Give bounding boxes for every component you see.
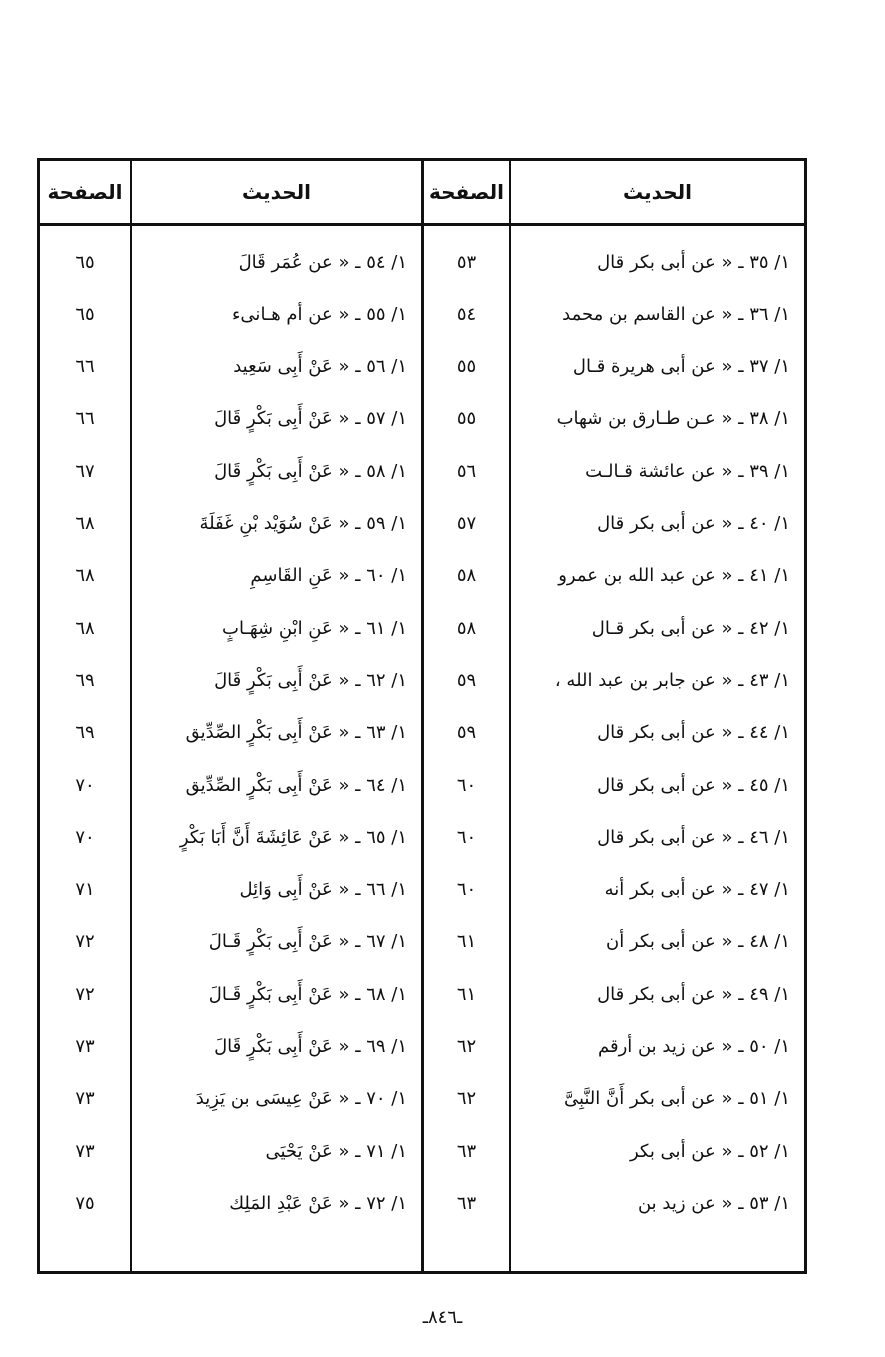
page-cell: ٦٦: [75, 408, 95, 430]
hadith-cell: ١/ ٥٢ ـ « عن أبى بكر: [629, 1140, 790, 1162]
hadith-cell: ١/ ٥٩ ـ « عَنْ سُوَيْد بْنِ غَفَلَةَ: [199, 513, 407, 534]
page-cell: ٧٢: [75, 983, 95, 1005]
hadith-cell: ١/ ٣٦ ـ « عن القاسم بن محمد: [562, 303, 790, 325]
index-table: [37, 158, 807, 1274]
page-cell: ٦٣: [456, 1140, 477, 1162]
page-cell: ٥٩: [456, 669, 477, 691]
hadith-cell: ١/ ٥٨ ـ « عَنْ أَبِى بَكْرٍ قَالَ: [214, 460, 407, 482]
page-cell: ٧١: [75, 879, 95, 901]
page-cell: ٦٨: [75, 513, 95, 534]
hadith-cell: ١/ ٦٦ ـ « عَنْ أَبِى وَائِل: [239, 879, 407, 901]
page-cell: ٥٨: [456, 617, 477, 639]
table-row: [40, 288, 804, 340]
page-cell: ٦٥: [75, 251, 95, 273]
page-cell: ٧٣: [75, 1036, 95, 1057]
page-cell: ٥٩: [456, 722, 477, 744]
hadith-cell: ١/ ٤٥ ـ « عن أبى بكر قال: [597, 774, 790, 796]
table-row: [40, 393, 804, 445]
hadith-cell: ١/ ٤٩ ـ « عن أبى بكر قال: [597, 983, 790, 1005]
table-row: [40, 1073, 804, 1125]
hadith-cell: ١/ ٤٦ ـ « عن أبى بكر قال: [597, 826, 790, 848]
header-hadith-right: الحديث: [622, 180, 692, 204]
hadith-cell: ١/ ٤٠ ـ « عن أبى بكر قال: [597, 513, 790, 534]
table-row: [40, 1177, 804, 1229]
page-cell: ٦٦: [75, 356, 95, 378]
table-row: [40, 1021, 804, 1073]
table-row: [40, 759, 804, 811]
page-cell: ٥٥: [456, 356, 477, 378]
table-row: [40, 341, 804, 393]
page-cell: ٦٠: [456, 879, 477, 901]
page-cell: ٧٢: [75, 931, 95, 953]
hadith-cell: ١/ ٤٧ ـ « عن أبى بكر أنه: [604, 879, 790, 901]
page-cell: ٦٢: [456, 1036, 477, 1057]
hadith-cell: ١/ ٥٣ ـ « عن زيد بن: [637, 1192, 790, 1214]
page-cell: ٥٥: [456, 408, 477, 430]
hadith-cell: ١/ ٤٣ ـ « عن جابر بن عبد الله ،: [554, 669, 790, 691]
page-cell: ٥٧: [456, 513, 477, 534]
hadith-cell: ١/ ٦٧ ـ « عَنْ أَبِى بَكْرٍ قَـالَ: [208, 931, 407, 953]
hadith-cell: ١/ ٦٩ ـ « عَنْ أَبِى بَكْرٍ قَالَ: [214, 1036, 407, 1057]
page-cell: ٦٠: [456, 826, 477, 848]
page-cell: ٧٥: [75, 1192, 95, 1214]
hadith-cell: ١/ ٧٠ ـ « عَنْ عِيسَى بن يَزِيدَ: [195, 1088, 407, 1110]
page-cell: ٦٢: [456, 1088, 477, 1110]
page-cell: ٦٣: [456, 1192, 477, 1214]
table-row: [40, 236, 804, 288]
page-cell: ٦٨: [75, 565, 95, 587]
hadith-cell: ١/ ٧١ ـ « عَنْ يَحْيَى: [265, 1140, 407, 1162]
hadith-cell: ١/ ٦١ ـ « عَنِ ابْنِ شِهَـابٍ: [222, 617, 407, 639]
table-row: [40, 1125, 804, 1177]
page-cell: ٥٦: [456, 460, 477, 482]
page-cell: ٦٥: [75, 303, 95, 325]
hadith-cell: ١/ ٣٨ ـ « عـن طـارق بن شهاب: [556, 408, 790, 430]
header-page-left: الصفحة: [47, 180, 123, 204]
hadith-cell: ١/ ٤٤ ـ « عن أبى بكر قال: [597, 722, 790, 744]
hadith-cell: ١/ ٥١ ـ « عن أبى بكر أَنَّ النَّبِىَّ: [563, 1088, 790, 1110]
hadith-cell: ١/ ٤٨ ـ « عن أبى بكر أن: [606, 931, 790, 953]
page-cell: ٦٨: [75, 617, 95, 639]
hadith-cell: ١/ ٥٦ ـ « عَنْ أَبِى سَعِيد: [233, 356, 407, 378]
page-cell: ٥٨: [456, 565, 477, 587]
page-cell: ٥٣: [456, 251, 477, 273]
page-cell: ٦٧: [75, 460, 95, 482]
table-row: [40, 707, 804, 759]
page-cell: ٧٣: [75, 1088, 95, 1110]
header-page-right: الصفحة: [428, 180, 504, 204]
table-row: [40, 550, 804, 602]
table-row: [40, 811, 804, 863]
table-row: [40, 968, 804, 1020]
hadith-cell: ١/ ٤٢ ـ « عن أبى بكر قـال: [591, 617, 790, 639]
table-row: [40, 864, 804, 916]
hadith-cell: ١/ ٦٥ ـ « عَنْ عَائِشَةَ أَنَّ أَبَا بَكْرٍ: [179, 826, 407, 848]
hadith-cell: ١/ ٥٥ ـ « عن أم هـانىء: [231, 303, 407, 325]
page-cell: ٧٠: [75, 774, 95, 796]
page-number: ـ٨٤٦ـ: [422, 1307, 463, 1328]
table-row: [40, 916, 804, 968]
table-row: [40, 498, 804, 550]
page-cell: ٦٠: [456, 774, 477, 796]
hadith-cell: ١/ ٥٠ ـ « عن زيد بن أرقم: [597, 1036, 790, 1057]
page-cell: ٧٣: [75, 1140, 95, 1162]
hadith-cell: ١/ ٥٧ ـ « عَنْ أَبِى بَكْرٍ قَالَ: [214, 408, 407, 430]
page-cell: ٦١: [456, 931, 477, 953]
header-hadith-left: الحديث: [241, 180, 311, 204]
hadith-cell: ١/ ٦٠ ـ « عَنِ القَاسِمِ: [250, 565, 407, 587]
hadith-cell: ١/ ٣٩ ـ « عن عائشة قـالـت: [585, 460, 790, 482]
page-cell: ٦٩: [75, 669, 95, 691]
table-row: [40, 602, 804, 654]
hadith-cell: ١/ ٣٥ ـ « عن أبى بكر قال: [597, 251, 790, 273]
hadith-cell: ١/ ٦٤ ـ « عَنْ أَبِى بَكْرٍ الصِّدِّيق: [185, 774, 407, 796]
hadith-cell: ١/ ٦٢ ـ « عَنْ أَبِى بَكْرٍ قَالَ: [214, 669, 407, 691]
table-row: [40, 445, 804, 497]
hadith-cell: ١/ ٤١ ـ « عن عبد الله بن عمرو: [558, 565, 790, 587]
table-row: [40, 654, 804, 706]
hadith-cell: ١/ ٥٤ ـ « عن عُمَر قَالَ: [238, 251, 407, 273]
page-cell: ٦١: [456, 983, 477, 1005]
hadith-cell: ١/ ٦٨ ـ « عَنْ أَبِى بَكْرٍ قَـالَ: [208, 983, 407, 1005]
page-cell: ٦٩: [75, 722, 95, 744]
hadith-cell: ١/ ٧٢ ـ « عَنْ عَبْدِ المَلِك: [229, 1192, 407, 1214]
page-cell: ٥٤: [456, 303, 477, 325]
hadith-cell: ١/ ٦٣ ـ « عَنْ أَبِى بَكْرٍ الصِّدِّيق: [185, 722, 407, 744]
page-cell: ٧٠: [75, 826, 95, 848]
hadith-cell: ١/ ٣٧ ـ « عن أبى هريرة قـال: [572, 356, 790, 378]
